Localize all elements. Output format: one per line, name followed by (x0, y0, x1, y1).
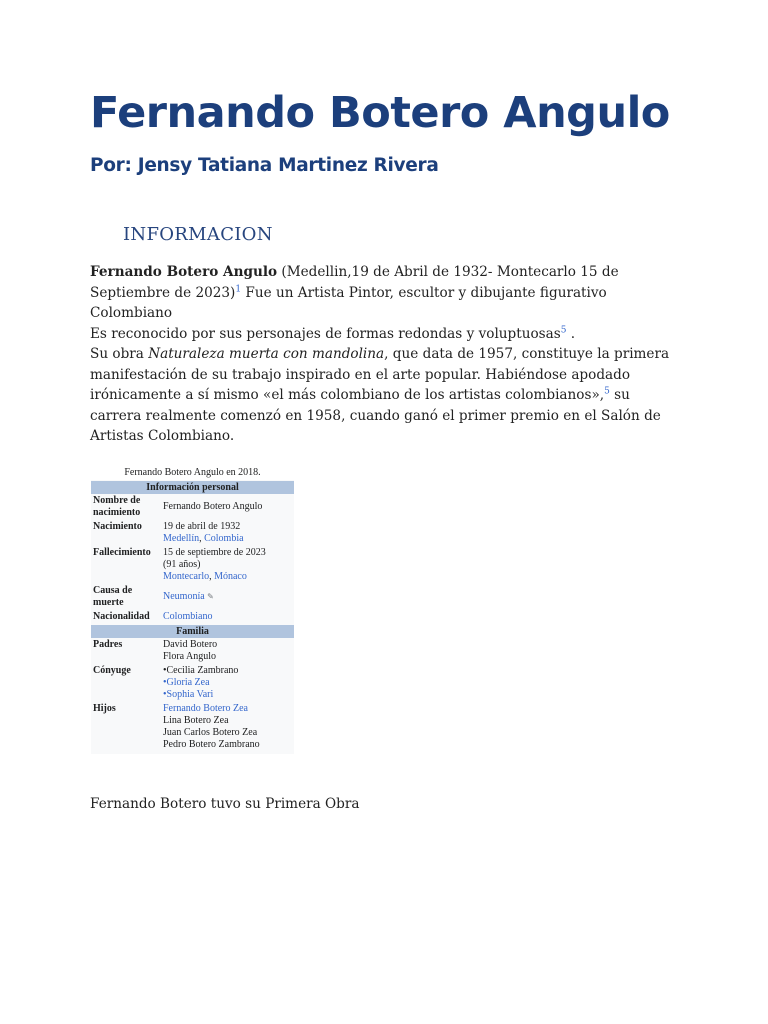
infobox-label: Cónyuge (93, 665, 131, 676)
intro-text (90, 262, 680, 447)
infobox-header-personal: Información personal (91, 481, 294, 494)
spouse-link[interactable]: •Gloria Zea (163, 677, 210, 688)
intro-paragraph-2 (90, 324, 680, 345)
reference-1[interactable]: 1 (235, 283, 242, 294)
section-heading: INFORMACION (123, 224, 273, 245)
birth-place (163, 533, 294, 545)
infobox-caption: Fernando Botero Angulo en 2018. (91, 466, 294, 480)
death-city-link[interactable]: Montecarlo (163, 571, 210, 582)
intro-paragraph-3 (90, 344, 680, 447)
infobox-row-nationality (91, 610, 294, 624)
infobox-label: Fallecimiento (93, 547, 151, 558)
birth-country-link[interactable]: Colombia (204, 533, 244, 544)
infobox-label: Causa de muerte (93, 585, 133, 608)
infobox-value: Fernando Botero Angulo (163, 501, 263, 512)
child-item: Pedro Botero Zambrano (163, 739, 260, 750)
spouse-link[interactable]: •Sophia Vari (163, 689, 214, 700)
infobox-label: Padres (93, 639, 123, 650)
author-line: Por: Jensy Tatiana Martinez Rivera (90, 155, 439, 176)
birth-death-dates: (Medellin,19 de Abril de 1932- Montecarlo 15 de Septiembre de 2023) (90, 264, 619, 301)
infobox-value (163, 585, 294, 609)
nationality-link[interactable]: Colombiano (163, 611, 213, 622)
intro-paragraph-1 (90, 262, 680, 324)
career-text: su carrera realmente comenzó en 1958, cuando ganó el primer premio en el Salón de Artistas Colombiano. (90, 387, 661, 444)
work-intro-text: Su obra (90, 346, 149, 362)
document-title: Fernando Botero Angulo (90, 88, 670, 138)
death-date: 15 de septiembre de 2023 (163, 547, 266, 558)
infobox-label: Nombre de nacimiento (93, 495, 141, 518)
death-place (163, 571, 294, 583)
child-item: Lina Botero Zea (163, 715, 229, 726)
infobox-row-birth (91, 520, 294, 546)
parent-item: David Botero (163, 639, 218, 650)
cause-link[interactable]: Neumonía (163, 591, 205, 602)
infobox-label: Nacionalidad (93, 611, 150, 622)
separator: , (199, 533, 205, 544)
infobox-row-birth-name (91, 494, 294, 520)
infobox-label: Hijos (93, 703, 116, 714)
reference-5[interactable]: 5 (560, 324, 567, 335)
infobox-label: Nacimiento (93, 521, 142, 532)
child-link[interactable]: Fernando Botero Zea (163, 703, 248, 714)
parent-item: Flora Angulo (163, 651, 217, 662)
infobox-value (163, 547, 294, 583)
spouse-item: •Cecilia Zambrano (163, 665, 239, 676)
infobox-value (163, 521, 294, 545)
infobox-row-parents (91, 638, 294, 664)
subject-name: Fernando Botero Angulo (90, 264, 278, 280)
death-age: (91 años) (163, 559, 201, 570)
birth-date: 19 de abril de 1932 (163, 521, 241, 532)
infobox (91, 466, 294, 754)
separator: , (209, 571, 215, 582)
infobox-row-death (91, 546, 294, 584)
infobox-row-cause (91, 584, 294, 610)
infobox-value (163, 665, 294, 701)
known-for-text: Es reconocido por sus personajes de formas redondas y voluptuosas (90, 325, 561, 342)
infobox-header-family: Familia (91, 625, 294, 638)
infobox-value (163, 611, 294, 623)
work-description-text: , que data de 1957, constituye la primera manifestación de su trabajo inspirado en el arte popular. Habiéndose apodado irónicamente a sí mismo «el más colombiano de los artistas colombianos», (90, 346, 670, 403)
infobox-value (163, 703, 294, 751)
birth-city-link[interactable]: Medellín (163, 533, 200, 544)
infobox-value (163, 639, 294, 663)
child-item: Juan Carlos Botero Zea (163, 727, 258, 738)
infobox-row-children (91, 702, 294, 754)
pencil-icon[interactable]: ✎ (207, 592, 214, 601)
reference-5-second[interactable]: 5 (604, 386, 610, 397)
work-title: Naturaleza muerta con mandolina (148, 346, 385, 362)
infobox-row-spouse (91, 664, 294, 702)
death-country-link[interactable]: Mónaco (214, 571, 247, 582)
footer-text: Fernando Botero tuvo su Primera Obra (90, 796, 360, 812)
description-text: Fue un Artista Pintor, escultor y dibujante figurativo Colombiano (90, 284, 607, 321)
period-text: . (566, 325, 576, 342)
